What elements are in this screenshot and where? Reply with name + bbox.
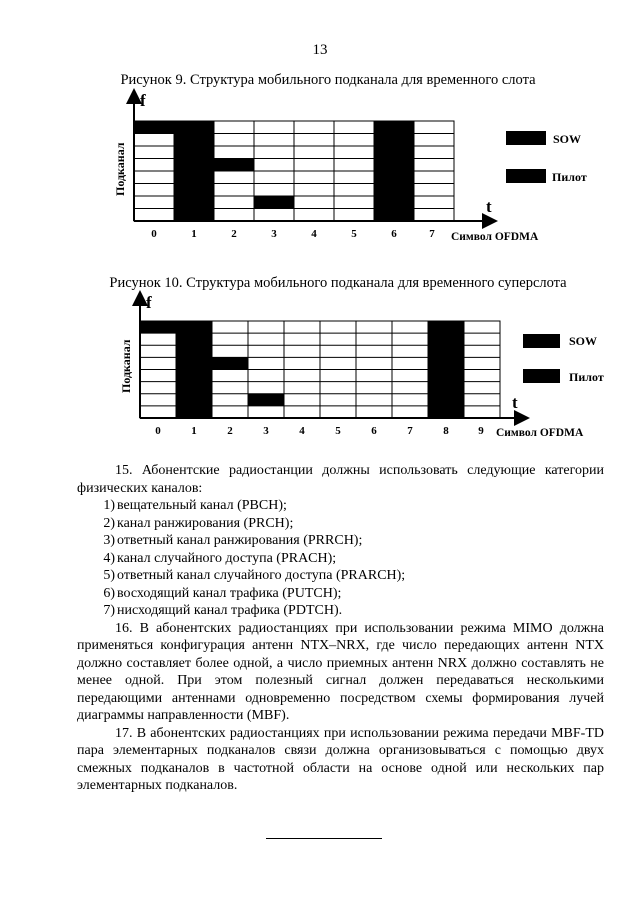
x-axis-unit: Символ OFDMA [451,231,539,243]
t-axis-label: t [486,197,492,216]
x-tick: 2 [227,425,233,437]
cell [214,159,254,172]
x-tick: 7 [407,425,413,437]
footer-separator [266,838,382,839]
paragraph-15: 15. Абонентские радиостанции должны использовать следующие категории физических каналов: [77,463,604,496]
cell [254,196,294,209]
list-text: ответный канал случайного доступа (PRARCH); [117,568,406,583]
page-number: 13 [312,42,328,58]
list-text: канал ранжирования (PRCH); [117,515,294,531]
list-item [77,585,604,603]
list-item [77,532,604,550]
list-item [77,550,604,568]
x-tick: 3 [271,228,277,240]
x-axis-unit: Символ OFDMA [496,427,584,439]
legend-swatch-pilot [523,369,560,383]
pilot-column [174,121,214,221]
list-number: 4) [103,550,115,566]
x-tick-labels [155,425,484,437]
list-text: восходящий канал трафика (PUTCH); [117,585,342,601]
figure-9-diagram [113,91,587,243]
x-tick: 9 [478,425,484,437]
figure-9-caption: Рисунок 9. Структура мобильного подканала для временного слота [120,72,536,88]
t-axis-label: t [512,393,518,412]
legend-swatch-sow [506,131,546,145]
list-number: 3) [103,533,115,548]
pilot-column [374,121,414,221]
legend-label-pilot: Пилот [569,370,604,384]
sow-cell [140,321,176,333]
x-tick: 4 [311,228,317,240]
paragraph-17: 17. В абонентских радиостанциях при использовании режима передачи MBF-TD пара элементарных подканалов связи должна организовываться с помощью двух смежных подканалов в частотной области на основе одной или нескольких пар элементарных подканалов. [77,725,604,793]
paragraph-16: 16. В абонентских радиостанциях при использовании режима MIMO должна применяться конфигурация антенн NTX–NRX, где число передающих антенн NTX должно составляет более одной, а число приемных антенн NRX должно составлять не менее одной. При этом полезный сигнал должен передаваться несколькими передающими антеннами одновременно посредством схемы формирования лучей диаграммы направленности (MBF). [77,620,604,723]
body-text [77,462,604,795]
x-tick: 5 [335,425,341,437]
list-item [77,602,604,620]
x-tick-labels [151,228,435,240]
figure-10-diagram [119,293,604,439]
list-item [77,497,604,515]
list-text: нисходящий канал трафика (PDTCH). [117,603,343,618]
x-tick: 2 [231,228,237,240]
legend-swatch-pilot [506,169,546,183]
list-text: канал случайного доступа (PRACH); [117,550,337,566]
x-tick: 1 [191,228,197,240]
f-axis-label: f [140,91,146,110]
figure-10-caption: Рисунок 10. Структура мобильного подканала для временного суперслота [109,275,567,291]
pilot-column [428,321,464,418]
x-tick: 3 [263,425,269,437]
legend-label-sow: SOW [553,132,582,146]
cell [212,357,248,369]
list-number: 7) [103,603,115,618]
list-text: ответный канал ранжирования (PRRCH); [117,533,363,548]
x-tick: 5 [351,228,357,240]
list-number: 5) [103,568,115,583]
x-tick: 6 [391,228,397,240]
x-tick: 0 [155,425,161,437]
list-item [77,515,604,533]
list-number: 2) [103,515,115,531]
pilot-column [176,321,212,418]
legend-label-sow: SOW [569,334,598,348]
x-tick: 6 [371,425,377,437]
x-tick: 7 [429,228,435,240]
list-text: вещательный канал (PBCH); [117,498,287,513]
x-tick: 4 [299,425,305,437]
channel-list [77,497,604,620]
f-axis-label: f [146,293,152,312]
list-number: 1) [103,498,115,513]
list-number: 6) [103,585,115,601]
sow-cell [134,121,174,134]
x-tick: 8 [443,425,449,437]
cell [248,394,284,406]
x-tick: 1 [191,425,197,437]
y-axis-label: Подканал [113,142,127,196]
x-tick: 0 [151,228,157,240]
legend-label-pilot: Пилот [552,170,587,184]
y-axis-label: Подканал [119,339,133,393]
list-item [77,567,604,585]
legend-swatch-sow [523,334,560,348]
